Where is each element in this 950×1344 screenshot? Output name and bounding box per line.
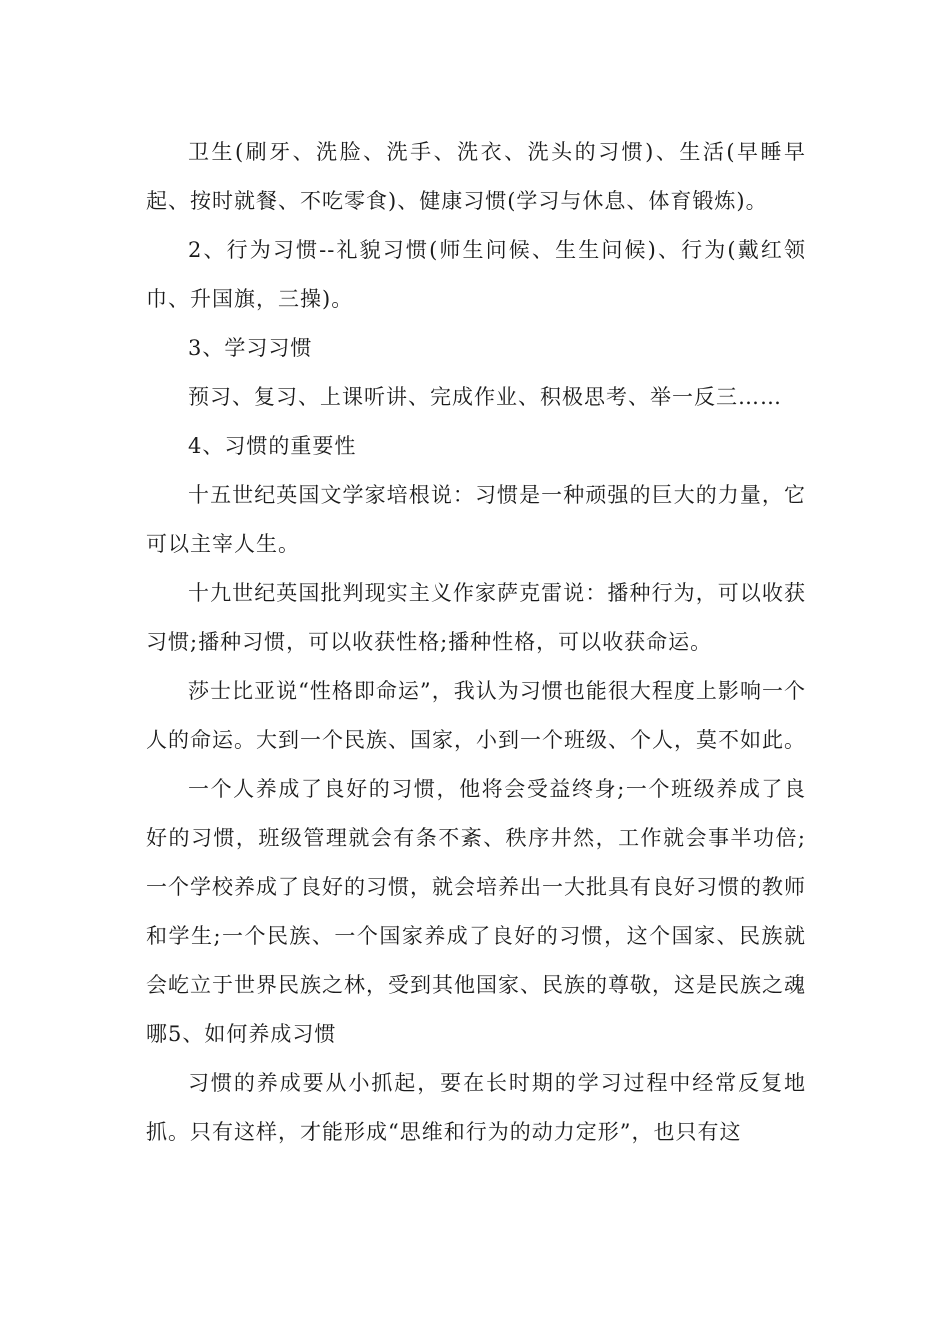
paragraph-study-habits-list: 预习、复习、上课听讲、完成作业、积极思考、举一反三…… [188, 385, 782, 409]
paragraph-study-habits-heading: 3、学习习惯 [188, 336, 313, 360]
paragraph-behavior-habits: 2、行为习惯--礼貌习惯(师生问候、生生问候)、行为(戴红领巾、升国旗，三操)。 [146, 238, 806, 311]
document-body [146, 128, 806, 1157]
paragraph-importance-heading: 4、习惯的重要性 [188, 434, 357, 458]
paragraph-good-habits-benefits: 一个人养成了良好的习惯，他将会受益终身;一个班级养成了良好的习惯，班级管理就会有条不紊、秩序井然，工作就会事半功倍;一个学校养成了良好的习惯，就会培养出一大批具有良好习惯的教师和学生;一个民族、一个国家养成了良好的习惯，这个国家、民族就会屹立于世界民族之林，受到其他国家、民族的尊敬，这是民族之魂哪5、如何养成习惯 [146, 777, 806, 1046]
paragraph-bacon-quote: 十五世纪英国文学家培根说：习惯是一种顽强的巨大的力量，它可以主宰人生。 [146, 483, 806, 556]
paragraph-shakespeare-quote: 莎士比亚说“性格即命运”，我认为习惯也能很大程度上影响一个人的命运。大到一个民族、国家，小到一个班级、个人，莫不如此。 [146, 679, 806, 752]
paragraph-forming-habits: 习惯的养成要从小抓起，要在长时期的学习过程中经常反复地抓。只有这样，才能形成“思维和行为的动力定形”，也只有这 [146, 1071, 806, 1144]
paragraph-thackeray-quote: 十九世纪英国批判现实主义作家萨克雷说：播种行为，可以收获习惯;播种习惯，可以收获性格;播种性格，可以收获命运。 [146, 581, 806, 654]
paragraph-hygiene-habits: 卫生(刷牙、洗脸、洗手、洗衣、洗头的习惯)、生活(早睡早起、按时就餐、不吃零食)、健康习惯(学习与休息、体育锻炼)。 [146, 140, 806, 213]
